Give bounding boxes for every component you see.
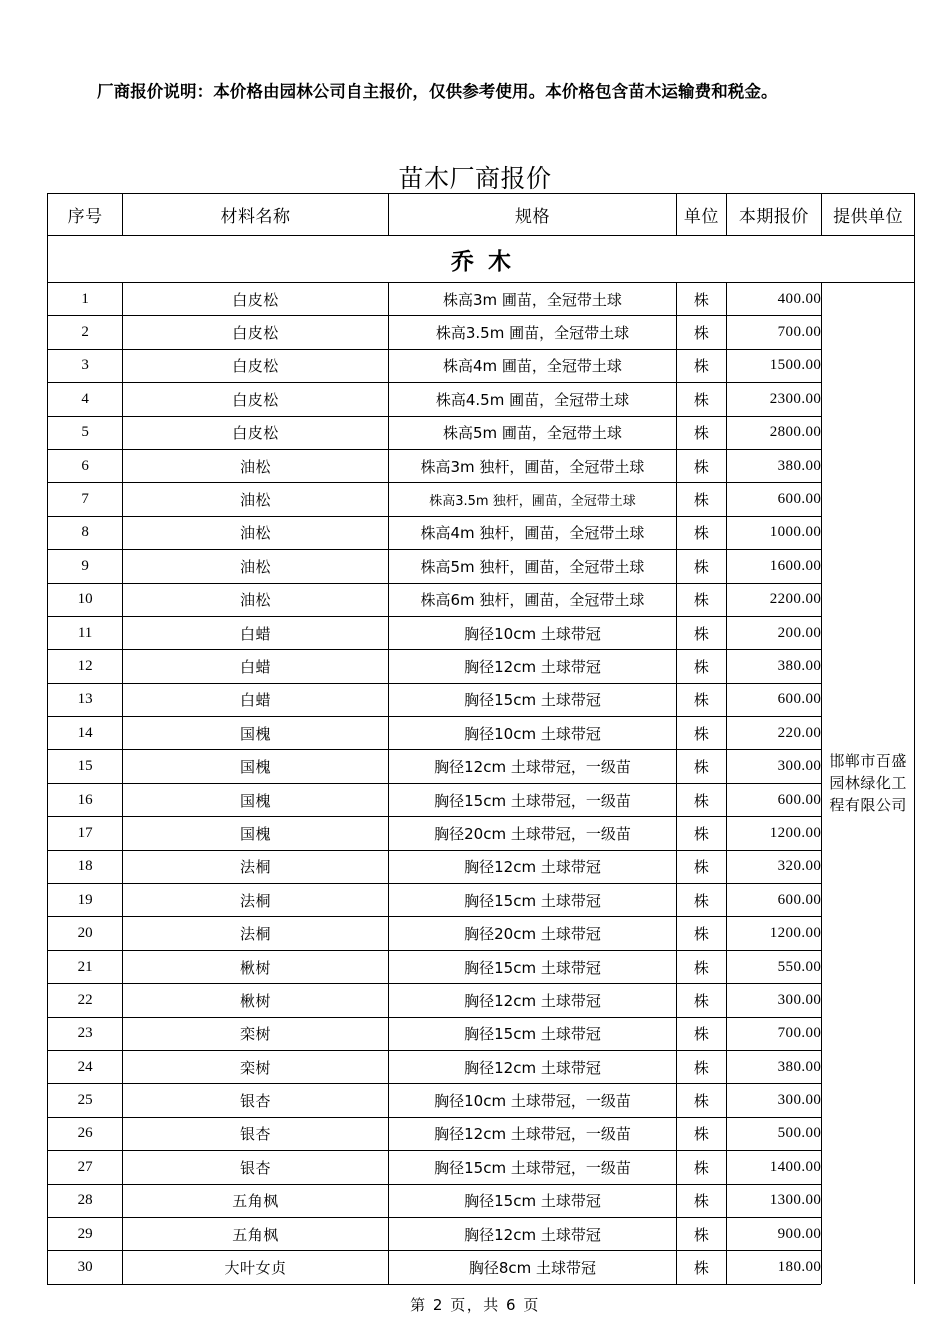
table-row	[48, 583, 915, 616]
cell-serial-number: 11	[48, 616, 123, 649]
cell-unit: 株	[677, 616, 726, 649]
table-row	[48, 817, 915, 850]
cell-unit: 株	[677, 550, 726, 583]
cell-current-price: 400.00	[726, 283, 822, 316]
cell-material-name: 银杏	[123, 1084, 389, 1117]
cell-material-name: 银杏	[123, 1117, 389, 1150]
cell-serial-number: 23	[48, 1017, 123, 1050]
cell-unit: 株	[677, 1050, 726, 1083]
cell-material-name: 油松	[123, 449, 389, 482]
cell-material-name: 栾树	[123, 1050, 389, 1083]
table-row	[48, 516, 915, 549]
column-header-supplier: 提供单位	[822, 194, 915, 236]
page-footer: 第 2 页，共 6 页	[410, 1296, 540, 1314]
table-row	[48, 783, 915, 816]
table-row	[48, 950, 915, 983]
cell-current-price: 320.00	[726, 850, 822, 883]
cell-serial-number: 27	[48, 1151, 123, 1184]
table-row	[48, 1117, 915, 1150]
table-row	[48, 1217, 915, 1250]
table-row	[48, 316, 915, 349]
cell-supplier: 邯郸市百盛园林绿化工程有限公司	[822, 283, 915, 1285]
cell-specification: 胸径15cm 土球带冠，一级苗	[388, 1151, 676, 1184]
table-row	[48, 616, 915, 649]
section-header-row	[48, 236, 915, 283]
cell-current-price: 600.00	[726, 783, 822, 816]
cell-specification: 株高5m 独杆，圃苗，全冠带土球	[388, 550, 676, 583]
cell-unit: 株	[677, 1217, 726, 1250]
price-table-container	[47, 193, 915, 1285]
cell-specification: 株高4.5m 圃苗，全冠带土球	[388, 383, 676, 416]
cell-unit: 株	[677, 583, 726, 616]
cell-material-name: 国槐	[123, 817, 389, 850]
cell-material-name: 国槐	[123, 750, 389, 783]
cell-unit: 株	[677, 1151, 726, 1184]
cell-serial-number: 15	[48, 750, 123, 783]
cell-unit: 株	[677, 483, 726, 516]
table-header-row	[48, 194, 915, 236]
cell-material-name: 法桐	[123, 884, 389, 917]
cell-unit: 株	[677, 850, 726, 883]
cell-specification: 胸径12cm 土球带冠，一级苗	[388, 750, 676, 783]
cell-material-name: 白蜡	[123, 683, 389, 716]
table-row	[48, 683, 915, 716]
cell-material-name: 大叶女贞	[123, 1251, 389, 1284]
cell-specification: 胸径10cm 土球带冠	[388, 616, 676, 649]
cell-serial-number: 10	[48, 583, 123, 616]
cell-current-price: 700.00	[726, 1017, 822, 1050]
cell-unit: 株	[677, 516, 726, 549]
table-row	[48, 650, 915, 683]
cell-specification: 胸径8cm 土球带冠	[388, 1251, 676, 1284]
cell-unit: 株	[677, 316, 726, 349]
cell-specification: 胸径10cm 土球带冠	[388, 717, 676, 750]
cell-serial-number: 21	[48, 950, 123, 983]
cell-serial-number: 28	[48, 1184, 123, 1217]
table-row	[48, 449, 915, 482]
cell-unit: 株	[677, 884, 726, 917]
cell-material-name: 白皮松	[123, 349, 389, 382]
cell-material-name: 白蜡	[123, 650, 389, 683]
cell-unit: 株	[677, 917, 726, 950]
cell-serial-number: 17	[48, 817, 123, 850]
cell-material-name: 白皮松	[123, 316, 389, 349]
cell-unit: 株	[677, 1117, 726, 1150]
cell-specification: 株高3m 独杆，圃苗，全冠带土球	[388, 449, 676, 482]
cell-material-name: 白皮松	[123, 383, 389, 416]
table-row	[48, 550, 915, 583]
cell-current-price: 1200.00	[726, 817, 822, 850]
cell-current-price: 1200.00	[726, 917, 822, 950]
table-row	[48, 1151, 915, 1184]
cell-current-price: 300.00	[726, 1084, 822, 1117]
cell-serial-number: 26	[48, 1117, 123, 1150]
cell-unit: 株	[677, 349, 726, 382]
cell-current-price: 380.00	[726, 650, 822, 683]
column-header-name: 材料名称	[123, 194, 389, 236]
cell-specification: 胸径15cm 土球带冠	[388, 884, 676, 917]
cell-material-name: 法桐	[123, 850, 389, 883]
column-header-spec: 规格	[388, 194, 676, 236]
cell-current-price: 1400.00	[726, 1151, 822, 1184]
column-header-unit: 单位	[677, 194, 726, 236]
cell-current-price: 700.00	[726, 316, 822, 349]
table-row	[48, 1084, 915, 1117]
cell-unit: 株	[677, 416, 726, 449]
section-label-qiaomu: 乔木	[48, 236, 915, 283]
table-row	[48, 1017, 915, 1050]
cell-serial-number: 29	[48, 1217, 123, 1250]
cell-unit: 株	[677, 1017, 726, 1050]
cell-specification: 胸径20cm 土球带冠	[388, 917, 676, 950]
cell-specification: 胸径12cm 土球带冠	[388, 984, 676, 1017]
cell-serial-number: 12	[48, 650, 123, 683]
cell-serial-number: 13	[48, 683, 123, 716]
cell-material-name: 法桐	[123, 917, 389, 950]
cell-current-price: 600.00	[726, 683, 822, 716]
cell-material-name: 白皮松	[123, 416, 389, 449]
cell-serial-number: 22	[48, 984, 123, 1017]
table-row	[48, 1050, 915, 1083]
cell-serial-number: 20	[48, 917, 123, 950]
cell-specification: 株高4m 圃苗，全冠带土球	[388, 349, 676, 382]
table-body	[48, 236, 915, 1285]
cell-unit: 株	[677, 1084, 726, 1117]
cell-unit: 株	[677, 1251, 726, 1284]
cell-current-price: 2800.00	[726, 416, 822, 449]
cell-specification: 株高4m 独杆，圃苗，全冠带土球	[388, 516, 676, 549]
cell-unit: 株	[677, 984, 726, 1017]
cell-current-price: 600.00	[726, 884, 822, 917]
table-row	[48, 884, 915, 917]
table-row	[48, 717, 915, 750]
cell-specification: 株高3.5m 独杆，圃苗，全冠带土球	[388, 483, 676, 516]
cell-serial-number: 16	[48, 783, 123, 816]
cell-current-price: 300.00	[726, 984, 822, 1017]
cell-unit: 株	[677, 650, 726, 683]
cell-specification: 胸径15cm 土球带冠	[388, 1184, 676, 1217]
table-row	[48, 850, 915, 883]
cell-current-price: 380.00	[726, 449, 822, 482]
table-row	[48, 984, 915, 1017]
cell-unit: 株	[677, 750, 726, 783]
cell-specification: 胸径20cm 土球带冠，一级苗	[388, 817, 676, 850]
cell-serial-number: 18	[48, 850, 123, 883]
cell-material-name: 油松	[123, 483, 389, 516]
cell-serial-number: 5	[48, 416, 123, 449]
cell-current-price: 1600.00	[726, 550, 822, 583]
table-row	[48, 750, 915, 783]
cell-serial-number: 14	[48, 717, 123, 750]
cell-specification: 株高3m 圃苗，全冠带土球	[388, 283, 676, 316]
cell-unit: 株	[677, 783, 726, 816]
page-title: 苗木厂商报价	[398, 163, 552, 193]
cell-current-price: 200.00	[726, 616, 822, 649]
table-row	[48, 1184, 915, 1217]
cell-current-price: 1000.00	[726, 516, 822, 549]
table-row	[48, 483, 915, 516]
table-header	[48, 194, 915, 236]
cell-specification: 胸径15cm 土球带冠	[388, 1017, 676, 1050]
cell-unit: 株	[677, 449, 726, 482]
cell-material-name: 国槐	[123, 717, 389, 750]
cell-specification: 胸径15cm 土球带冠	[388, 683, 676, 716]
column-header-no: 序号	[48, 194, 123, 236]
cell-serial-number: 8	[48, 516, 123, 549]
cell-serial-number: 30	[48, 1251, 123, 1284]
cell-specification: 胸径15cm 土球带冠，一级苗	[388, 783, 676, 816]
cell-material-name: 油松	[123, 550, 389, 583]
cell-unit: 株	[677, 383, 726, 416]
cell-serial-number: 4	[48, 383, 123, 416]
cell-unit: 株	[677, 717, 726, 750]
table-row	[48, 416, 915, 449]
cell-current-price: 220.00	[726, 717, 822, 750]
cell-serial-number: 1	[48, 283, 123, 316]
table-row	[48, 283, 915, 316]
table-row	[48, 1251, 915, 1284]
cell-specification: 株高5m 圃苗，全冠带土球	[388, 416, 676, 449]
cell-specification: 胸径12cm 土球带冠	[388, 650, 676, 683]
cell-specification: 株高3.5m 圃苗，全冠带土球	[388, 316, 676, 349]
cell-material-name: 栾树	[123, 1017, 389, 1050]
cell-material-name: 五角枫	[123, 1184, 389, 1217]
cell-material-name: 国槐	[123, 783, 389, 816]
cell-current-price: 550.00	[726, 950, 822, 983]
cell-specification: 胸径10cm 土球带冠，一级苗	[388, 1084, 676, 1117]
cell-specification: 胸径12cm 土球带冠	[388, 1217, 676, 1250]
cell-specification: 胸径12cm 土球带冠	[388, 850, 676, 883]
cell-serial-number: 19	[48, 884, 123, 917]
cell-material-name: 楸树	[123, 984, 389, 1017]
cell-serial-number: 6	[48, 449, 123, 482]
cell-current-price: 900.00	[726, 1217, 822, 1250]
cell-serial-number: 24	[48, 1050, 123, 1083]
cell-material-name: 白蜡	[123, 616, 389, 649]
cell-serial-number: 3	[48, 349, 123, 382]
price-table	[47, 193, 915, 1285]
cell-current-price: 500.00	[726, 1117, 822, 1150]
cell-specification: 胸径12cm 土球带冠	[388, 1050, 676, 1083]
cell-current-price: 1500.00	[726, 349, 822, 382]
table-row	[48, 383, 915, 416]
cell-material-name: 银杏	[123, 1151, 389, 1184]
cell-serial-number: 25	[48, 1084, 123, 1117]
cell-current-price: 180.00	[726, 1251, 822, 1284]
cell-serial-number: 7	[48, 483, 123, 516]
cell-material-name: 油松	[123, 583, 389, 616]
cell-current-price: 300.00	[726, 750, 822, 783]
cell-specification: 株高6m 独杆，圃苗，全冠带土球	[388, 583, 676, 616]
cell-current-price: 2300.00	[726, 383, 822, 416]
cell-material-name: 白皮松	[123, 283, 389, 316]
column-header-price: 本期报价	[726, 194, 822, 236]
cell-unit: 株	[677, 683, 726, 716]
cell-serial-number: 2	[48, 316, 123, 349]
cell-material-name: 楸树	[123, 950, 389, 983]
cell-current-price: 600.00	[726, 483, 822, 516]
cell-unit: 株	[677, 950, 726, 983]
cell-unit: 株	[677, 817, 726, 850]
cell-material-name: 五角枫	[123, 1217, 389, 1250]
cell-current-price: 380.00	[726, 1050, 822, 1083]
cell-current-price: 1300.00	[726, 1184, 822, 1217]
cell-unit: 株	[677, 1184, 726, 1217]
table-row	[48, 917, 915, 950]
cell-material-name: 油松	[123, 516, 389, 549]
cell-specification: 胸径15cm 土球带冠	[388, 950, 676, 983]
quotation-notice: 厂商报价说明：本价格由园林公司自主报价，仅供参考使用。本价格包含苗木运输费和税金。	[97, 81, 778, 101]
cell-serial-number: 9	[48, 550, 123, 583]
cell-current-price: 2200.00	[726, 583, 822, 616]
cell-specification: 胸径12cm 土球带冠，一级苗	[388, 1117, 676, 1150]
cell-unit: 株	[677, 283, 726, 316]
table-row	[48, 349, 915, 382]
